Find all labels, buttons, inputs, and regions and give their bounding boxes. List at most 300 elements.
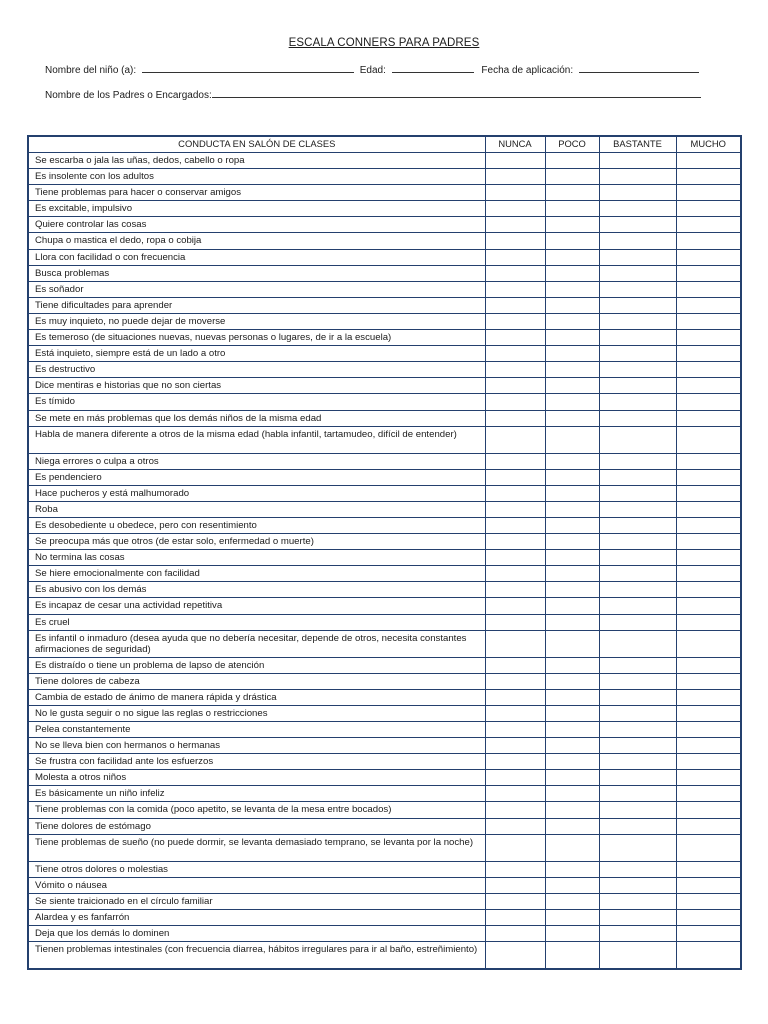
- rating-cell-little[interactable]: [545, 501, 599, 517]
- rating-cell-quite[interactable]: [599, 893, 676, 909]
- rating-cell-much[interactable]: [676, 185, 741, 201]
- conners-table: [27, 135, 742, 970]
- rating-cell-quite[interactable]: [599, 566, 676, 582]
- rating-cell-much[interactable]: [676, 566, 741, 582]
- rating-cell-never[interactable]: [485, 249, 545, 265]
- table-row: [28, 378, 741, 394]
- rating-cell-quite[interactable]: [599, 877, 676, 893]
- rating-cell-quite[interactable]: [599, 153, 676, 169]
- rating-cell-much[interactable]: [676, 453, 741, 469]
- rating-cell-never[interactable]: [485, 598, 545, 614]
- table-row: [28, 657, 741, 673]
- rating-cell-much[interactable]: [676, 410, 741, 426]
- behavior-item: Se frustra con facilidad ante los esfuerzos: [28, 754, 485, 770]
- rating-cell-little[interactable]: [545, 657, 599, 673]
- table-row: [28, 281, 741, 297]
- rating-cell-much[interactable]: [676, 630, 741, 657]
- rating-cell-much[interactable]: [676, 738, 741, 754]
- rating-cell-much[interactable]: [676, 330, 741, 346]
- column-header-little: POCO: [545, 136, 599, 153]
- rating-cell-much[interactable]: [676, 378, 741, 394]
- behavior-item: Se hiere emocionalmente con facilidad: [28, 566, 485, 582]
- rating-cell-little[interactable]: [545, 534, 599, 550]
- rating-cell-never[interactable]: [485, 754, 545, 770]
- rating-cell-much[interactable]: [676, 861, 741, 877]
- table-row: [28, 313, 741, 329]
- rating-cell-much[interactable]: [676, 834, 741, 861]
- rating-cell-much[interactable]: [676, 877, 741, 893]
- rating-cell-quite[interactable]: [599, 630, 676, 657]
- rating-cell-never[interactable]: [485, 657, 545, 673]
- rating-cell-quite[interactable]: [599, 861, 676, 877]
- table-row: [28, 834, 741, 861]
- rating-cell-much[interactable]: [676, 786, 741, 802]
- table-row: [28, 233, 741, 249]
- rating-cell-never[interactable]: [485, 217, 545, 233]
- table-row: [28, 534, 741, 550]
- rating-cell-little[interactable]: [545, 410, 599, 426]
- rating-cell-quite[interactable]: [599, 582, 676, 598]
- rating-cell-much[interactable]: [676, 673, 741, 689]
- column-header-behavior: CONDUCTA EN SALÓN DE CLASES: [28, 136, 485, 153]
- table-row: [28, 673, 741, 689]
- rating-cell-little[interactable]: [545, 673, 599, 689]
- rating-cell-little[interactable]: [545, 630, 599, 657]
- rating-cell-quite[interactable]: [599, 705, 676, 721]
- table-row: [28, 802, 741, 818]
- rating-cell-little[interactable]: [545, 313, 599, 329]
- rating-cell-much[interactable]: [676, 614, 741, 630]
- rating-cell-little[interactable]: [545, 566, 599, 582]
- rating-cell-much[interactable]: [676, 657, 741, 673]
- behavior-item: Es distraído o tiene un problema de lapso de atención: [28, 657, 485, 673]
- rating-cell-never[interactable]: [485, 517, 545, 533]
- rating-cell-quite[interactable]: [599, 394, 676, 410]
- table-row: [28, 754, 741, 770]
- rating-cell-quite[interactable]: [599, 738, 676, 754]
- child-name-field[interactable]: [142, 63, 354, 73]
- table-header-row: [28, 136, 741, 153]
- behavior-item: Busca problemas: [28, 265, 485, 281]
- behavior-item: Tiene problemas de sueño (no puede dormir, se levanta demasiado temprano, se levanta por la noche): [28, 834, 485, 861]
- rating-cell-little[interactable]: [545, 722, 599, 738]
- rating-cell-never[interactable]: [485, 201, 545, 217]
- table-row: [28, 861, 741, 877]
- rating-cell-quite[interactable]: [599, 770, 676, 786]
- rating-cell-much[interactable]: [676, 517, 741, 533]
- rating-cell-much[interactable]: [676, 722, 741, 738]
- rating-cell-never[interactable]: [485, 153, 545, 169]
- age-field[interactable]: [392, 63, 474, 73]
- date-label: Fecha de aplicación:: [481, 65, 574, 76]
- rating-cell-quite[interactable]: [599, 297, 676, 313]
- rating-cell-much[interactable]: [676, 217, 741, 233]
- rating-cell-never[interactable]: [485, 705, 545, 721]
- rating-cell-quite[interactable]: [599, 598, 676, 614]
- parents-field[interactable]: [212, 88, 701, 98]
- table-row: [28, 909, 741, 925]
- rating-cell-much[interactable]: [676, 313, 741, 329]
- rating-cell-never[interactable]: [485, 297, 545, 313]
- rating-cell-much[interactable]: [676, 281, 741, 297]
- table-row: [28, 249, 741, 265]
- behavior-item: No le gusta seguir o no sigue las reglas o restricciones: [28, 705, 485, 721]
- rating-cell-little[interactable]: [545, 770, 599, 786]
- rating-cell-never[interactable]: [485, 909, 545, 925]
- rating-cell-quite[interactable]: [599, 249, 676, 265]
- behavior-item: Cambia de estado de ánimo de manera rápida y drástica: [28, 689, 485, 705]
- rating-cell-never[interactable]: [485, 394, 545, 410]
- rating-cell-much[interactable]: [676, 689, 741, 705]
- date-field[interactable]: [579, 63, 699, 73]
- table-row: [28, 598, 741, 614]
- rating-cell-little[interactable]: [545, 297, 599, 313]
- table-row: [28, 485, 741, 501]
- rating-cell-much[interactable]: [676, 893, 741, 909]
- rating-cell-much[interactable]: [676, 582, 741, 598]
- rating-cell-much[interactable]: [676, 362, 741, 378]
- rating-cell-quite[interactable]: [599, 802, 676, 818]
- rating-cell-never[interactable]: [485, 330, 545, 346]
- rating-cell-little[interactable]: [545, 362, 599, 378]
- rating-cell-little[interactable]: [545, 926, 599, 942]
- rating-cell-never[interactable]: [485, 834, 545, 861]
- rating-cell-quite[interactable]: [599, 346, 676, 362]
- behavior-item: Molesta a otros niños: [28, 770, 485, 786]
- rating-cell-never[interactable]: [485, 614, 545, 630]
- table-row: [28, 297, 741, 313]
- rating-cell-little[interactable]: [545, 754, 599, 770]
- behavior-item: Es temeroso (de situaciones nuevas, nuevas personas o lugares, de ir a la escuela): [28, 330, 485, 346]
- table-row: [28, 185, 741, 201]
- table-row: [28, 265, 741, 281]
- rating-cell-much[interactable]: [676, 550, 741, 566]
- rating-cell-quite[interactable]: [599, 722, 676, 738]
- behavior-item: Roba: [28, 501, 485, 517]
- rating-cell-quite[interactable]: [599, 834, 676, 861]
- behavior-item: Tiene otros dolores o molestias: [28, 861, 485, 877]
- table-row: [28, 394, 741, 410]
- table-row: [28, 330, 741, 346]
- rating-cell-much[interactable]: [676, 346, 741, 362]
- rating-cell-much[interactable]: [676, 501, 741, 517]
- rating-cell-little[interactable]: [545, 185, 599, 201]
- behavior-item: Es insolente con los adultos: [28, 169, 485, 185]
- table-row: [28, 410, 741, 426]
- rating-cell-little[interactable]: [545, 582, 599, 598]
- rating-cell-never[interactable]: [485, 802, 545, 818]
- rating-cell-much[interactable]: [676, 818, 741, 834]
- rating-cell-much[interactable]: [676, 598, 741, 614]
- rating-cell-never[interactable]: [485, 786, 545, 802]
- table-row: [28, 770, 741, 786]
- behavior-item: Es destructivo: [28, 362, 485, 378]
- rating-cell-much[interactable]: [676, 754, 741, 770]
- table-row: [28, 153, 741, 169]
- rating-cell-quite[interactable]: [599, 501, 676, 517]
- rating-cell-little[interactable]: [545, 201, 599, 217]
- rating-cell-little[interactable]: [545, 378, 599, 394]
- rating-cell-never[interactable]: [485, 485, 545, 501]
- behavior-item: Niega errores o culpa a otros: [28, 453, 485, 469]
- rating-cell-never[interactable]: [485, 281, 545, 297]
- behavior-item: Tiene dificultades para aprender: [28, 297, 485, 313]
- rating-cell-much[interactable]: [676, 534, 741, 550]
- rating-cell-quite[interactable]: [599, 362, 676, 378]
- rating-cell-never[interactable]: [485, 501, 545, 517]
- behavior-item: Es abusivo con los demás: [28, 582, 485, 598]
- table-row: [28, 517, 741, 533]
- rating-cell-little[interactable]: [545, 426, 599, 453]
- table-row: [28, 722, 741, 738]
- behavior-item: Es tímido: [28, 394, 485, 410]
- rating-cell-never[interactable]: [485, 893, 545, 909]
- rating-cell-little[interactable]: [545, 614, 599, 630]
- rating-cell-never[interactable]: [485, 566, 545, 582]
- rating-cell-quite[interactable]: [599, 786, 676, 802]
- rating-cell-quite[interactable]: [599, 453, 676, 469]
- behavior-item: Se preocupa más que otros (de estar solo, enfermedad o muerte): [28, 534, 485, 550]
- rating-cell-never[interactable]: [485, 582, 545, 598]
- rating-cell-quite[interactable]: [599, 517, 676, 533]
- rating-cell-never[interactable]: [485, 673, 545, 689]
- rating-cell-much[interactable]: [676, 249, 741, 265]
- rating-cell-much[interactable]: [676, 426, 741, 453]
- rating-cell-little[interactable]: [545, 738, 599, 754]
- behavior-item: Se mete en más problemas que los demás niños de la misma edad: [28, 410, 485, 426]
- rating-cell-little[interactable]: [545, 802, 599, 818]
- column-header-much: MUCHO: [676, 136, 741, 153]
- rating-cell-much[interactable]: [676, 770, 741, 786]
- rating-cell-quite[interactable]: [599, 469, 676, 485]
- rating-cell-much[interactable]: [676, 394, 741, 410]
- table-row: [28, 786, 741, 802]
- rating-cell-quite[interactable]: [599, 378, 676, 394]
- behavior-item: Llora con facilidad o con frecuencia: [28, 249, 485, 265]
- rating-cell-little[interactable]: [545, 469, 599, 485]
- child-info-line: [45, 63, 699, 76]
- rating-cell-quite[interactable]: [599, 330, 676, 346]
- behavior-item: Tiene dolores de estómago: [28, 818, 485, 834]
- rating-cell-quite[interactable]: [599, 614, 676, 630]
- rating-cell-quite[interactable]: [599, 550, 676, 566]
- rating-cell-never[interactable]: [485, 738, 545, 754]
- table-row: [28, 346, 741, 362]
- rating-cell-much[interactable]: [676, 942, 741, 970]
- behavior-item: Es incapaz de cesar una actividad repetitiva: [28, 598, 485, 614]
- rating-cell-quite[interactable]: [599, 281, 676, 297]
- rating-cell-little[interactable]: [545, 689, 599, 705]
- table-row: [28, 169, 741, 185]
- behavior-item: Tienen problemas intestinales (con frecuencia diarrea, hábitos irregulares para ir al baño, estreñimiento): [28, 942, 485, 970]
- behavior-item: Es excitable, impulsivo: [28, 201, 485, 217]
- behavior-item: Es básicamente un niño infeliz: [28, 786, 485, 802]
- behavior-item: Tiene problemas con la comida (poco apetito, se levanta de la mesa entre bocados): [28, 802, 485, 818]
- table-row: [28, 582, 741, 598]
- rating-cell-little[interactable]: [545, 330, 599, 346]
- rating-cell-quite[interactable]: [599, 689, 676, 705]
- rating-cell-little[interactable]: [545, 909, 599, 925]
- behavior-item: Deja que los demás lo dominen: [28, 926, 485, 942]
- rating-cell-never[interactable]: [485, 534, 545, 550]
- behavior-item: Se escarba o jala las uñas, dedos, cabello o ropa: [28, 153, 485, 169]
- rating-cell-never[interactable]: [485, 818, 545, 834]
- rating-cell-quite[interactable]: [599, 657, 676, 673]
- rating-cell-little[interactable]: [545, 249, 599, 265]
- behavior-item: Dice mentiras e historias que no son ciertas: [28, 378, 485, 394]
- rating-cell-much[interactable]: [676, 233, 741, 249]
- table-row: [28, 566, 741, 582]
- rating-cell-quite[interactable]: [599, 485, 676, 501]
- table-row: [28, 426, 741, 453]
- table-row: [28, 217, 741, 233]
- rating-cell-never[interactable]: [485, 877, 545, 893]
- rating-cell-much[interactable]: [676, 802, 741, 818]
- rating-cell-never[interactable]: [485, 169, 545, 185]
- rating-cell-little[interactable]: [545, 550, 599, 566]
- rating-cell-much[interactable]: [676, 265, 741, 281]
- behavior-item: Es muy inquieto, no puede dejar de moverse: [28, 313, 485, 329]
- behavior-item: Es infantil o inmaduro (desea ayuda que no debería necesitar, depende de otros, necesita constantes afirmaciones de seguridad): [28, 630, 485, 657]
- behavior-item: Pelea constantemente: [28, 722, 485, 738]
- rating-cell-quite[interactable]: [599, 410, 676, 426]
- rating-cell-little[interactable]: [545, 877, 599, 893]
- behavior-item: Alardea y es fanfarrón: [28, 909, 485, 925]
- rating-cell-much[interactable]: [676, 469, 741, 485]
- table-row: [28, 453, 741, 469]
- rating-cell-never[interactable]: [485, 861, 545, 877]
- table-row: [28, 877, 741, 893]
- table-row: [28, 201, 741, 217]
- parents-info-line: [45, 88, 701, 101]
- rating-cell-never[interactable]: [485, 378, 545, 394]
- behavior-item: Tiene problemas para hacer o conservar amigos: [28, 185, 485, 201]
- rating-cell-little[interactable]: [545, 705, 599, 721]
- behavior-item: No se lleva bien con hermanos o hermanas: [28, 738, 485, 754]
- rating-cell-little[interactable]: [545, 265, 599, 281]
- rating-cell-much[interactable]: [676, 169, 741, 185]
- table-row: [28, 362, 741, 378]
- rating-cell-quite[interactable]: [599, 313, 676, 329]
- rating-cell-quite[interactable]: [599, 169, 676, 185]
- table-row: [28, 818, 741, 834]
- rating-cell-never[interactable]: [485, 453, 545, 469]
- behavior-item: Está inquieto, siempre está de un lado a otro: [28, 346, 485, 362]
- rating-cell-quite[interactable]: [599, 426, 676, 453]
- table-row: [28, 550, 741, 566]
- rating-cell-much[interactable]: [676, 297, 741, 313]
- rating-cell-never[interactable]: [485, 362, 545, 378]
- child-name-label: Nombre del niño (a):: [45, 65, 137, 76]
- behavior-item: Es pendenciero: [28, 469, 485, 485]
- rating-cell-never[interactable]: [485, 313, 545, 329]
- rating-cell-never[interactable]: [485, 469, 545, 485]
- column-header-never: NUNCA: [485, 136, 545, 153]
- rating-cell-little[interactable]: [545, 517, 599, 533]
- rating-cell-little[interactable]: [545, 485, 599, 501]
- rating-cell-much[interactable]: [676, 926, 741, 942]
- table-row: [28, 469, 741, 485]
- rating-cell-never[interactable]: [485, 550, 545, 566]
- rating-cell-little[interactable]: [545, 893, 599, 909]
- rating-cell-little[interactable]: [545, 786, 599, 802]
- table-row: [28, 926, 741, 942]
- table-row: [28, 689, 741, 705]
- behavior-item: Hace pucheros y está malhumorado: [28, 485, 485, 501]
- parents-label: Nombre de los Padres o Encargados:: [45, 90, 212, 101]
- rating-cell-never[interactable]: [485, 346, 545, 362]
- rating-cell-never[interactable]: [485, 265, 545, 281]
- rating-cell-much[interactable]: [676, 909, 741, 925]
- rating-cell-quite[interactable]: [599, 673, 676, 689]
- rating-cell-quite[interactable]: [599, 217, 676, 233]
- rating-cell-little[interactable]: [545, 394, 599, 410]
- behavior-item: Es cruel: [28, 614, 485, 630]
- behavior-item: Es soñador: [28, 281, 485, 297]
- rating-cell-quite[interactable]: [599, 942, 676, 970]
- document-title: ESCALA CONNERS PARA PADRES: [288, 37, 480, 49]
- rating-cell-never[interactable]: [485, 410, 545, 426]
- rating-cell-little[interactable]: [545, 861, 599, 877]
- rating-cell-never[interactable]: [485, 233, 545, 249]
- rating-cell-little[interactable]: [545, 233, 599, 249]
- rating-cell-much[interactable]: [676, 705, 741, 721]
- rating-cell-quite[interactable]: [599, 926, 676, 942]
- rating-cell-quite[interactable]: [599, 233, 676, 249]
- behavior-item: No termina las cosas: [28, 550, 485, 566]
- rating-cell-much[interactable]: [676, 153, 741, 169]
- rating-cell-little[interactable]: [545, 217, 599, 233]
- rating-cell-quite[interactable]: [599, 818, 676, 834]
- rating-cell-never[interactable]: [485, 770, 545, 786]
- table-row: [28, 705, 741, 721]
- rating-cell-little[interactable]: [545, 598, 599, 614]
- rating-cell-quite[interactable]: [599, 909, 676, 925]
- table-row: [28, 630, 741, 657]
- rating-cell-quite[interactable]: [599, 201, 676, 217]
- rating-cell-little[interactable]: [545, 834, 599, 861]
- rating-cell-quite[interactable]: [599, 265, 676, 281]
- rating-cell-little[interactable]: [545, 281, 599, 297]
- rating-cell-little[interactable]: [545, 453, 599, 469]
- table-row: [28, 614, 741, 630]
- rating-cell-quite[interactable]: [599, 534, 676, 550]
- table-row: [28, 893, 741, 909]
- rating-cell-never[interactable]: [485, 426, 545, 453]
- behavior-item: Vómito o náusea: [28, 877, 485, 893]
- rating-cell-much[interactable]: [676, 485, 741, 501]
- rating-cell-never[interactable]: [485, 689, 545, 705]
- behavior-item: Tiene dolores de cabeza: [28, 673, 485, 689]
- table-row: [28, 738, 741, 754]
- behavior-item: Habla de manera diferente a otros de la misma edad (habla infantil, tartamudeo, difícil de entender): [28, 426, 485, 453]
- rating-cell-never[interactable]: [485, 630, 545, 657]
- rating-cell-little[interactable]: [545, 942, 599, 970]
- rating-cell-never[interactable]: [485, 722, 545, 738]
- rating-cell-quite[interactable]: [599, 754, 676, 770]
- rating-cell-little[interactable]: [545, 153, 599, 169]
- table-row: [28, 501, 741, 517]
- rating-cell-never[interactable]: [485, 942, 545, 970]
- rating-cell-little[interactable]: [545, 169, 599, 185]
- rating-cell-little[interactable]: [545, 818, 599, 834]
- rating-cell-little[interactable]: [545, 346, 599, 362]
- rating-cell-quite[interactable]: [599, 185, 676, 201]
- rating-cell-never[interactable]: [485, 926, 545, 942]
- age-label: Edad:: [359, 65, 386, 76]
- rating-cell-never[interactable]: [485, 185, 545, 201]
- rating-cell-much[interactable]: [676, 201, 741, 217]
